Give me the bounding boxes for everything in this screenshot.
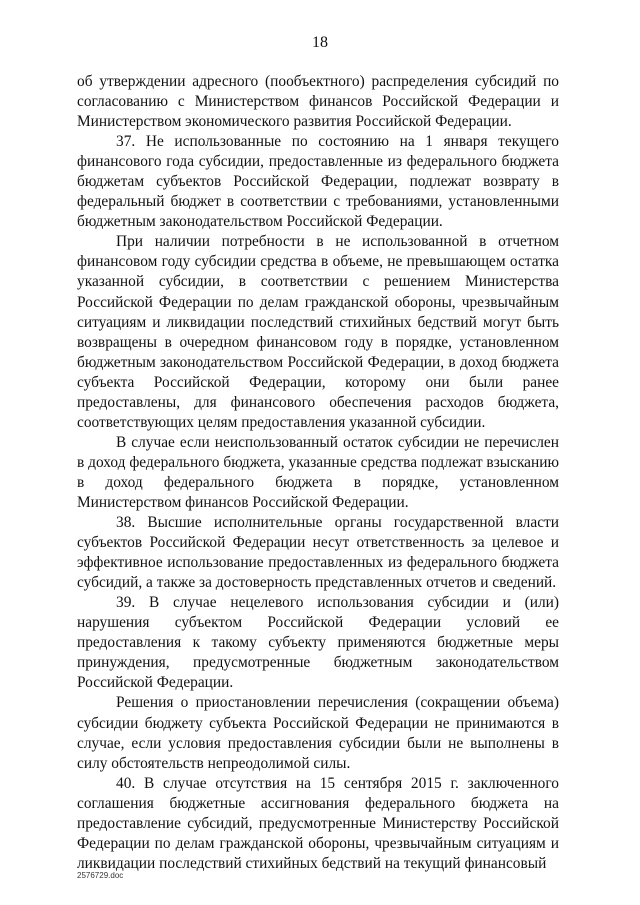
paragraph-item-37: 37. Не использованные по состоянию на 1 января текущего финансового года субсидии, предоставленные из федерального бюджета бюджетам субъектов Российской Федерации, подлежат возврату в федеральный бюджет в соответствии с требованиями, установленными бюджетным законодательством Российской Федерации. (77, 133, 559, 231)
paragraph-item-38: 38. Высшие исполнительные органы государственной власти субъектов Российской Федерации несут ответственность за целевое и эффективное использование предоставленных из федерального бюджета субсидий, а также за достоверность представленных отчетов и сведений. (77, 514, 559, 592)
document-body (77, 72, 559, 874)
paragraph-item-40: 40. В случае отсутствия на 15 сентября 2015 г. заключенного соглашения бюджетные ассигнования федерального бюджета на предоставление субсидий, предусмотренные Министерству Российской Федерации по делам гражданской обороны, чрезвычайным ситуациям и ликвидации последствий стихийных бедствий на текущий финансовый (77, 774, 559, 872)
footer-document-code: 2576729.doc (77, 871, 124, 880)
paragraph-suspension-decisions: Решения о приостановлении перечисления (сокращении объема) субсидии бюджету субъекта Российской Федерации не принимаются в случае, если условия предоставления субсидии были не выполнены в силу обстоятельств непреодолимой силы. (77, 694, 559, 772)
paragraph-item-39: 39. В случае нецелевого использования субсидии и (или) нарушения субъектом Российской Федерации условий ее предоставления к такому субъекту применяются бюджетные меры принуждения, предусмотренные бюджетным законодательством Российской Федерации. (77, 594, 559, 692)
paragraph-unused-subsidy-return: При наличии потребности в не использованной в отчетном финансовом году субсидии средства в объеме, не превышающем остатка указанной субсидии, в соответствии с решением Министерства Российской Федерации по делам гражданской обороны, чрезвычайным ситуациям и ликвидации последствий стихийных бедствий могут быть возвращены в очередном финансовом году в порядке, установленном бюджетным законодательством Российской Федерации, в доход бюджета субъекта Российской Федерации, которому они были ранее предоставлены, для финансового обеспечения расходов бюджета, соответствующих целям предоставления указанной субсидии. (77, 233, 559, 431)
paragraph-recovery: В случае если неиспользованный остаток субсидии не перечислен в доход федерального бюджета, указанные средства подлежат взысканию в доход федерального бюджета в порядке, установленном Министерством финансов Российской Федерации. (77, 433, 559, 511)
paragraph-continuation: об утверждении адресного (пообъектного) распределения субсидий по согласованию с Министерством финансов Российской Федерации и Министерством экономического развития Российской Федерации. (77, 73, 559, 131)
page-number: 18 (312, 34, 328, 51)
